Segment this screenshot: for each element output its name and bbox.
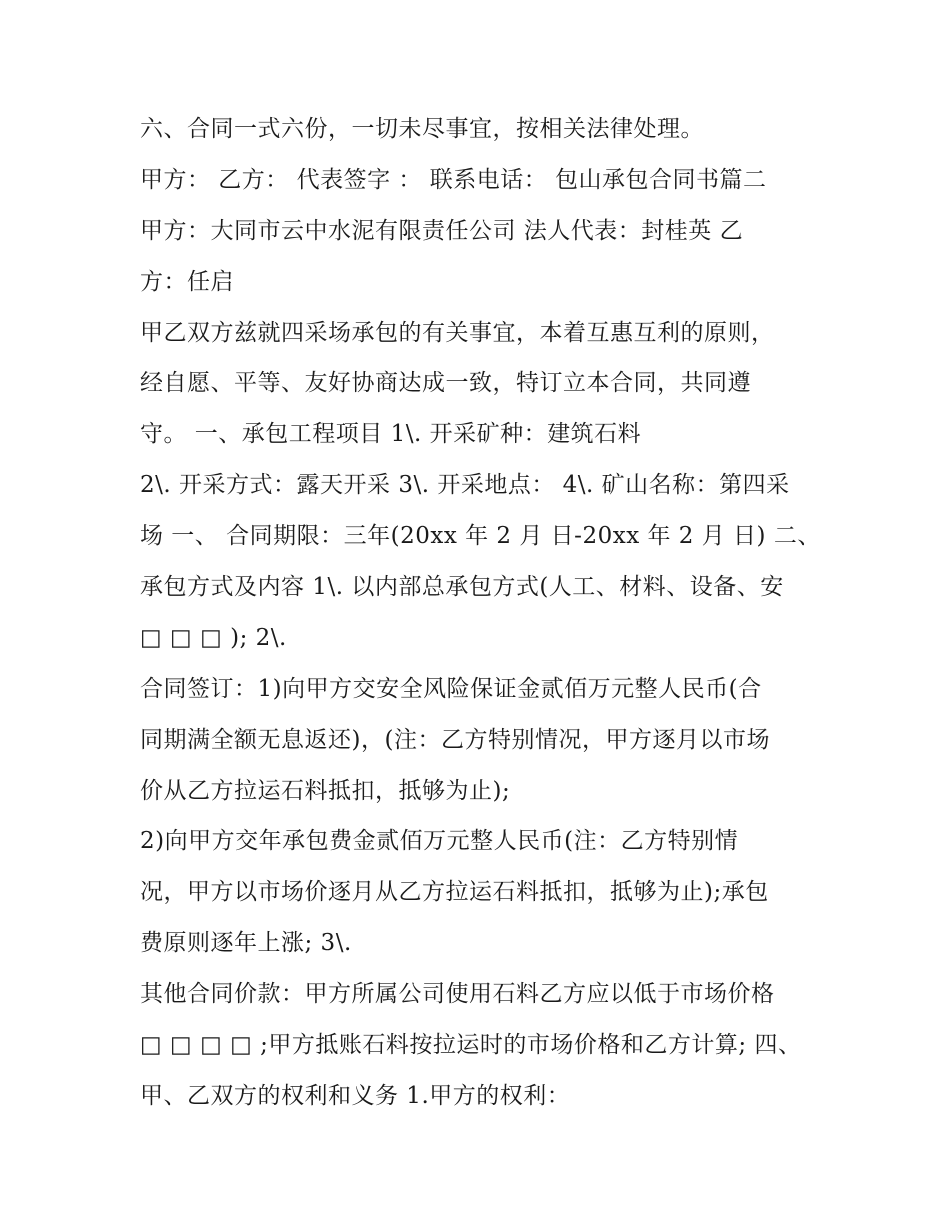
text-line-4: 方：任启: [140, 268, 234, 295]
text-line-5: 甲乙双方兹就四采场承包的有关事宜，本着互惠互利的原则，: [140, 319, 775, 346]
text-line-2: 甲方： 乙方： 代表签字 ： 联系电话： 包山承包合同书篇二: [140, 166, 767, 193]
text-line-19: □ □ □ □ ;甲方抵账石料按拉运时的市场价格和乙方计算; 四、: [140, 1032, 802, 1059]
text-line-13: 同期满全额无息返还)，(注：乙方特别情况，甲方逐月以市场: [140, 726, 770, 753]
text-line-16: 况，甲方以市场价逐月从乙方拉运石料抵扣，抵够为止);承包: [140, 879, 769, 906]
text-line-9: 场 一、 合同期限：三年(20xx 年 2 月 日-20xx 年 2 月 日) 二、: [140, 523, 821, 550]
text-line-17: 费原则逐年上涨; 3\.: [140, 930, 352, 957]
text-line-1: 六、合同一式六份，一切未尽事宜，按相关法律处理。: [140, 116, 704, 142]
text-line-18: 其他合同价款：甲方所属公司使用石料乙方应以低于市场价格: [140, 981, 775, 1008]
text-line-8: 2\. 开采方式：露天开采 3\. 开采地点： 4\. 矿山名称：第四采: [140, 472, 790, 499]
contract-text-body: [140, 108, 830, 1126]
text-line-3: 甲方：大同市云中水泥有限责任公司 法人代表：封桂英 乙: [140, 217, 744, 244]
text-line-10: 承包方式及内容 1\. 以内部总承包方式(人工、材料、设备、安: [140, 574, 784, 601]
text-line-15: 2)向甲方交年承包费金贰佰万元整人民币(注：乙方特别情: [140, 828, 739, 855]
text-line-12: 合同签订：1)向甲方交安全风险保证金贰佰万元整人民币(合: [140, 675, 762, 702]
text-line-20: 甲、乙双方的权利和义务 1.甲方的权利：: [140, 1082, 571, 1109]
text-line-6: 经自愿、平等、友好协商达成一致，特订立本合同，共同遵: [140, 370, 751, 397]
text-line-7: 守。 一、承包工程项目 1\. 开采矿种：建筑石料: [140, 421, 642, 448]
text-line-14: 价从乙方拉运石料抵扣，抵够为止);: [140, 777, 511, 804]
text-line-11: □ □ □ ); 2\.: [140, 624, 287, 651]
